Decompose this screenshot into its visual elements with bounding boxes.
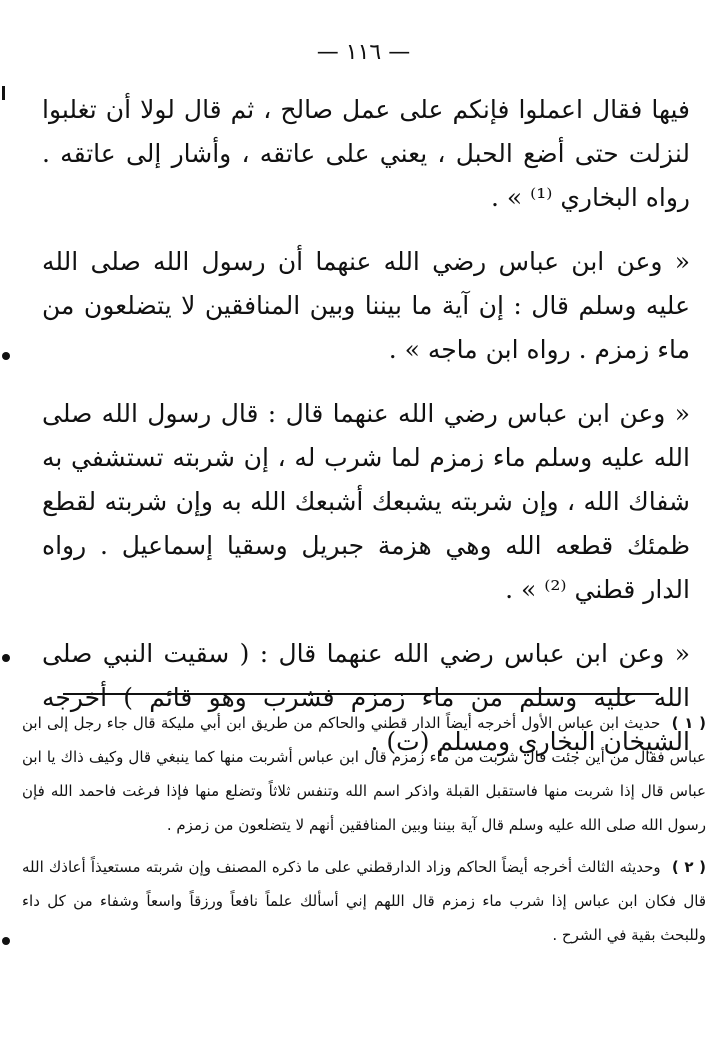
footnotes: [22, 706, 706, 952]
page-number: — ١١٦ —: [316, 40, 411, 65]
footnote-marker: ( ٢ ): [671, 858, 706, 876]
text-paragraph-continuation: فيها فقال اعملوا فإنكم على عمل صالح ، ثم قال لولا أن تغلبوا لنزلت حتى أضع الحبل ، يعني على عاتقه ، وأشار إلى عاتقه . رواه البخاري ⁽¹⁾ » .: [42, 95, 690, 212]
margin-dot: [2, 937, 10, 945]
footnote-1: [22, 706, 706, 842]
footnote-text: حديث ابن عباس الأول أخرجه أيضاً الدار قطني والحاكم من طريق ابن أبي مليكة قال جاء رجل إلى ابن عباس فقال من أين جئت قال شربت من ماء زمزم قال ابن عباس أشربت منها كما ينبغي قال وكيف ذاك يا ابن عباس قال إذا شربت منها فاستقبل القبلة واذكر اسم الله وتنفس ثلاثاً وتضلع منها فإذا فرغت فاحمد الله فإن رسول الله صلى الله عليه وسلم قال آية بيننا وبين المنافقين أنهم لا يتضلعون من زمزم .: [22, 714, 706, 834]
margin-dot: [2, 654, 10, 662]
hadith-paragraph-ayah-munafiqin: « وعن ابن عباس رضي الله عنهما أن رسول الله صلى الله عليه وسلم قال : إن آية ما بيننا وبين المنافقين لا يتضلعون من ماء زمزم . رواه ابن ماجه » .: [42, 247, 690, 364]
scan-edge-mark: [2, 86, 5, 100]
hadith-paragraph-shurb-qaim: « وعن ابن عباس رضي الله عنهما قال : ( سقيت النبي صلى الله عليه وسلم من ماء زمزم فشرب وهو قائم ) أخرجه الشيخان البخاري ومسلم (ت) .: [42, 639, 690, 756]
footnote-2: [22, 850, 706, 952]
footnote-marker: ( ١ ): [671, 714, 707, 732]
footnote-separator: [63, 693, 659, 695]
footnote-text: وحديثه الثالث أخرجه أيضاً الحاكم وزاد الدارقطني على ما ذكره المصنف وإن شربته مستعيذاً أعاذك الله قال فكان ابن عباس إذا شرب ماء زمزم قال اللهم إني أسألك علماً نافعاً ورزقاً واسعاً وشفاء من كل داء وللبحث بقية في الشرح .: [22, 858, 706, 944]
main-text: [42, 88, 690, 764]
margin-dot: [2, 352, 10, 360]
hadith-paragraph-ma-zamzam: « وعن ابن عباس رضي الله عنهما قال : قال رسول الله صلى الله عليه وسلم ماء زمزم لما شرب له ، إن شربته تستشفي به شفاك الله ، وإن شربته يشبعك أشبعك الله به وإن شربته لقطع ظمئك قطعه الله وهي هزمة جبريل وسقيا إسماعيل . رواه الدار قطني ⁽²⁾ » .: [42, 399, 690, 604]
